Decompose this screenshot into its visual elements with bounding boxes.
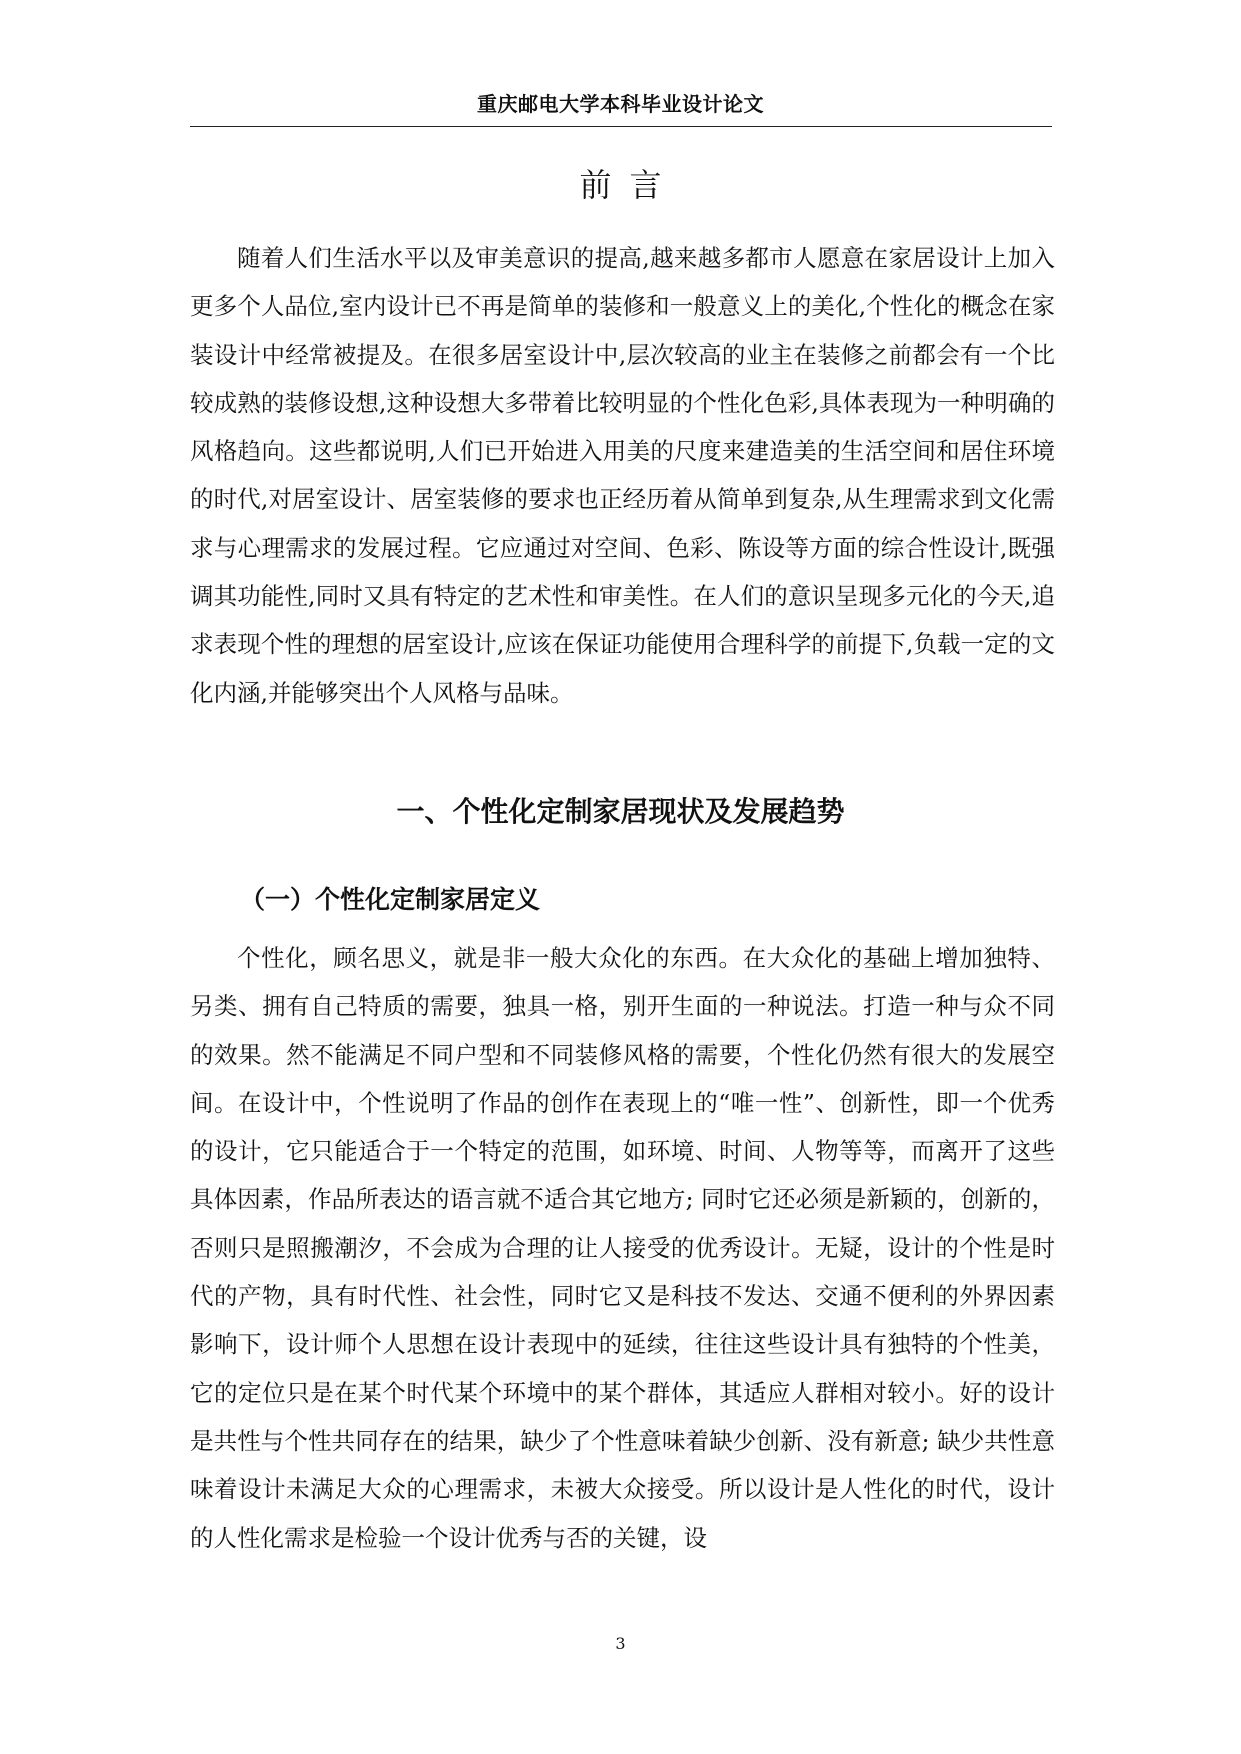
running-header-title: 重庆邮电大学本科毕业设计论文 <box>477 92 764 116</box>
section-heading: （一）个性化定制家居定义 <box>240 885 541 914</box>
section-paragraph: 个性化，顾名思义，就是非一般大众化的东西。在大众化的基础上增加独特、另类、拥有自己特质的需要，独具一格，别开生面的一种说法。打造一种与众不同的效果。然不能满足不同户型和不同装修风格的需要，个性化仍然有很大的发展空间。在设计中，个性说明了作品的创作在表现上的“唯一性”、创新性，即一个优秀的设计，它只能适合于一个特定的范围，如环境、时间、人物等等，而离开了这些具体因素，作品所表达的语言就不适合其它地方; 同时它还必须是新颖的，创新的，否则只是照搬潮汐，不会成为合理的让人接受的优秀设计。无疑，设计的个性是时代的产物，具有时代性、社会性，同时它又是科技不发达、交通不便利的外界因素影响下，设计师个人思想在设计表现中的延续，往往这些设计具有独特的个性美，它的定位只是在某个时代某个环境中的某个群体，其适应人群相对较小。好的设计是共性与个性共同存在的结果，缺少了个性意味着缺少创新、没有新意; 缺少共性意味着设计未满足大众的心理需求，未被大众接受。所以设计是人性化的时代，设计的人性化需求是检验一个设计优秀与否的关键，设 <box>190 944 1055 1552</box>
header-divider <box>190 126 1052 127</box>
page-number: 3 <box>615 1634 626 1653</box>
preface-title: 前言 <box>579 166 680 204</box>
chapter-heading: 一、个性化定制家居现状及发展趋势 <box>396 795 845 828</box>
preface-paragraph: 随着人们生活水平以及审美意识的提高,越来越多都市人愿意在家居设计上加入更多个人品位,室内设计已不再是简单的装修和一般意义上的美化,个性化的概念在家装设计中经常被提及。在很多居室设计中,层次较高的业主在装修之前都会有一个比较成熟的装修设想,这种设想大多带着比较明显的个性化色彩,具体表现为一种明确的风格趋向。这些都说明,人们已开始进入用美的尺度来建造美的生活空间和居住环境的时代,对居室设计、居室装修的要求也正经历着从简单到复杂,从生理需求到文化需求与心理需求的发展过程。它应通过对空间、色彩、陈设等方面的综合性设计,既强调其功能性,同时又具有特定的艺术性和审美性。在人们的意识呈现多元化的今天,追求表现个性的理想的居室设计,应该在保证功能使用合理科学的前提下,负载一定的文化内涵,并能够突出个人风格与品味。 <box>190 244 1055 707</box>
